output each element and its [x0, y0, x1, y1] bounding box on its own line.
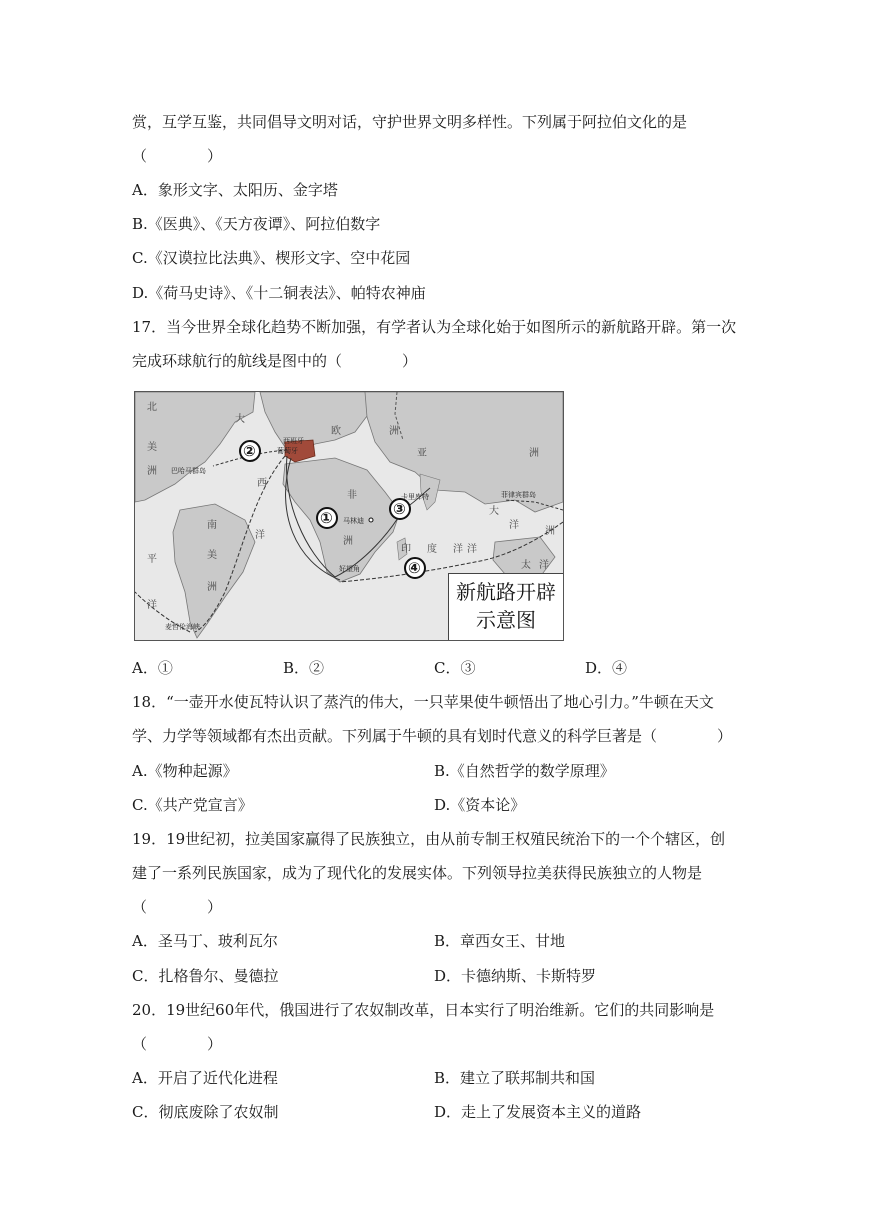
q17-stem-line2: 完成环球航行的航线是图中的（ ）	[132, 352, 418, 370]
map-label: 欧	[331, 426, 341, 437]
q16-option-c: C.《汉谟拉比法典》、楔形文字、空中花园	[132, 249, 411, 267]
map-label: 美	[147, 442, 157, 453]
map-label: 洋	[539, 560, 549, 571]
q20-option-d: D．走上了发展资本主义的道路	[434, 1103, 642, 1121]
map-label: 亚	[417, 448, 427, 459]
map-label: 洋	[255, 530, 265, 541]
place-label-portugal: 葡萄牙	[277, 447, 298, 455]
route-marker-3: ③	[393, 500, 406, 518]
q17-stem-line1: 17．当今世界全球化趋势不断加强，有学者认为全球化始于如图所示的新航路开辟。第一次	[132, 318, 737, 336]
q20-option-c: C．彻底废除了农奴制	[132, 1103, 279, 1121]
q19-stem-line2: 建了一系列民族国家，成为了现代化的发展实体。下列领导拉美获得民族独立的人物是	[132, 864, 703, 882]
map-label: 洲	[147, 466, 157, 477]
q20-option-a: A．开启了近代化进程	[132, 1069, 278, 1087]
q18-option-d: D.《资本论》	[434, 796, 526, 814]
map-label: 太	[521, 560, 531, 571]
q19-option-c: C．扎格鲁尔、曼德拉	[132, 967, 279, 985]
q20-stem-line1: 20．19世纪60年代，俄国进行了农奴制改革，日本实行了明治维新。它们的共同影响是	[132, 1001, 715, 1019]
place-label-bahamas: 巴哈马群岛	[171, 467, 206, 475]
q19-stem-line3: （ ）	[132, 898, 223, 916]
q18-stem-line1: 18．“一壶开水使瓦特认识了蒸汽的伟大，一只苹果使牛顿悟出了地心引力。”牛顿在天文	[132, 693, 714, 711]
map-label: 平	[147, 554, 157, 565]
map-label: 非	[347, 490, 357, 501]
place-label-magellan-strait: 麦哲伦海峡	[165, 623, 200, 631]
map-label: 洲	[545, 526, 555, 537]
q16-stem-line2: （ ）	[132, 147, 223, 165]
map-label: 北	[147, 402, 157, 413]
q17-option-a: A．①	[132, 659, 173, 677]
q16-option-a: A．象形文字、太阳历、金字塔	[132, 181, 338, 199]
map-label: 洲	[207, 582, 217, 593]
q17-option-d: D．④	[585, 659, 628, 677]
q18-option-a: A.《物种起源》	[132, 762, 238, 780]
q19-option-d: D．卡德纳斯、卡斯特罗	[434, 967, 597, 985]
q19-option-b: B．章西女王、甘地	[434, 932, 566, 950]
map-label: 洋	[453, 544, 463, 555]
q17-option-c: C．③	[434, 659, 476, 677]
q18-option-b: B.《自然哲学的数学原理》	[434, 762, 615, 780]
map-label: 印	[401, 544, 411, 555]
q16-stem-line1: 赏，互学互鉴，共同倡导文明对话，守护世界文明多样性。下列属于阿拉伯文化的是	[132, 113, 688, 131]
place-label-cape: 好望角	[339, 565, 360, 573]
map-label: 洋	[509, 520, 519, 531]
place-label-malindi: 马林迪	[343, 517, 364, 525]
q19-stem-line1: 19．19世纪初，拉美国家赢得了民族独立，由从前专制王权殖民统治下的一个个辖区，创	[132, 830, 726, 848]
map-label: 洲	[343, 536, 353, 547]
q20-option-b: B．建立了联邦制共和国	[434, 1069, 596, 1087]
map-label: 西	[257, 478, 267, 489]
route-marker-4: ④	[408, 559, 421, 577]
map-label: 南	[207, 520, 217, 531]
map-title-box	[448, 573, 563, 640]
map-label: 洋	[467, 544, 477, 555]
place-label-philippines: 菲律宾群岛	[501, 491, 536, 499]
q16-option-b: B.《医典》、《天方夜谭》、阿拉伯数字	[132, 215, 381, 233]
map-label: 度	[427, 544, 437, 555]
q18-option-c: C.《共产党宣言》	[132, 796, 253, 814]
route-marker-1: ①	[320, 509, 333, 527]
q16-option-d: D.《荷马史诗》、《十二铜表法》、帕特农神庙	[132, 284, 426, 302]
map-label: 大	[235, 414, 245, 425]
q19-option-a: A．圣马丁、玻利瓦尔	[132, 932, 278, 950]
q18-stem-line2: 学、力学等领域都有杰出贡献。下列属于牛顿的具有划时代意义的科学巨著是（ ）	[132, 727, 733, 745]
map-label: 洲	[529, 448, 539, 459]
map-title: 新航路开辟示意图	[456, 580, 556, 632]
new-sea-routes-map	[134, 391, 564, 641]
q20-stem-line2: （ ）	[132, 1035, 223, 1053]
place-label-calicut: 卡里库特	[401, 493, 429, 501]
q17-option-b: B．②	[283, 659, 325, 677]
map-label: 美	[207, 550, 217, 561]
place-label-spain: 西班牙	[283, 437, 304, 445]
map-label: 洋	[147, 600, 157, 611]
map-label: 大	[489, 506, 499, 517]
map-label: 洲	[389, 426, 399, 437]
route-marker-2: ②	[243, 442, 256, 460]
